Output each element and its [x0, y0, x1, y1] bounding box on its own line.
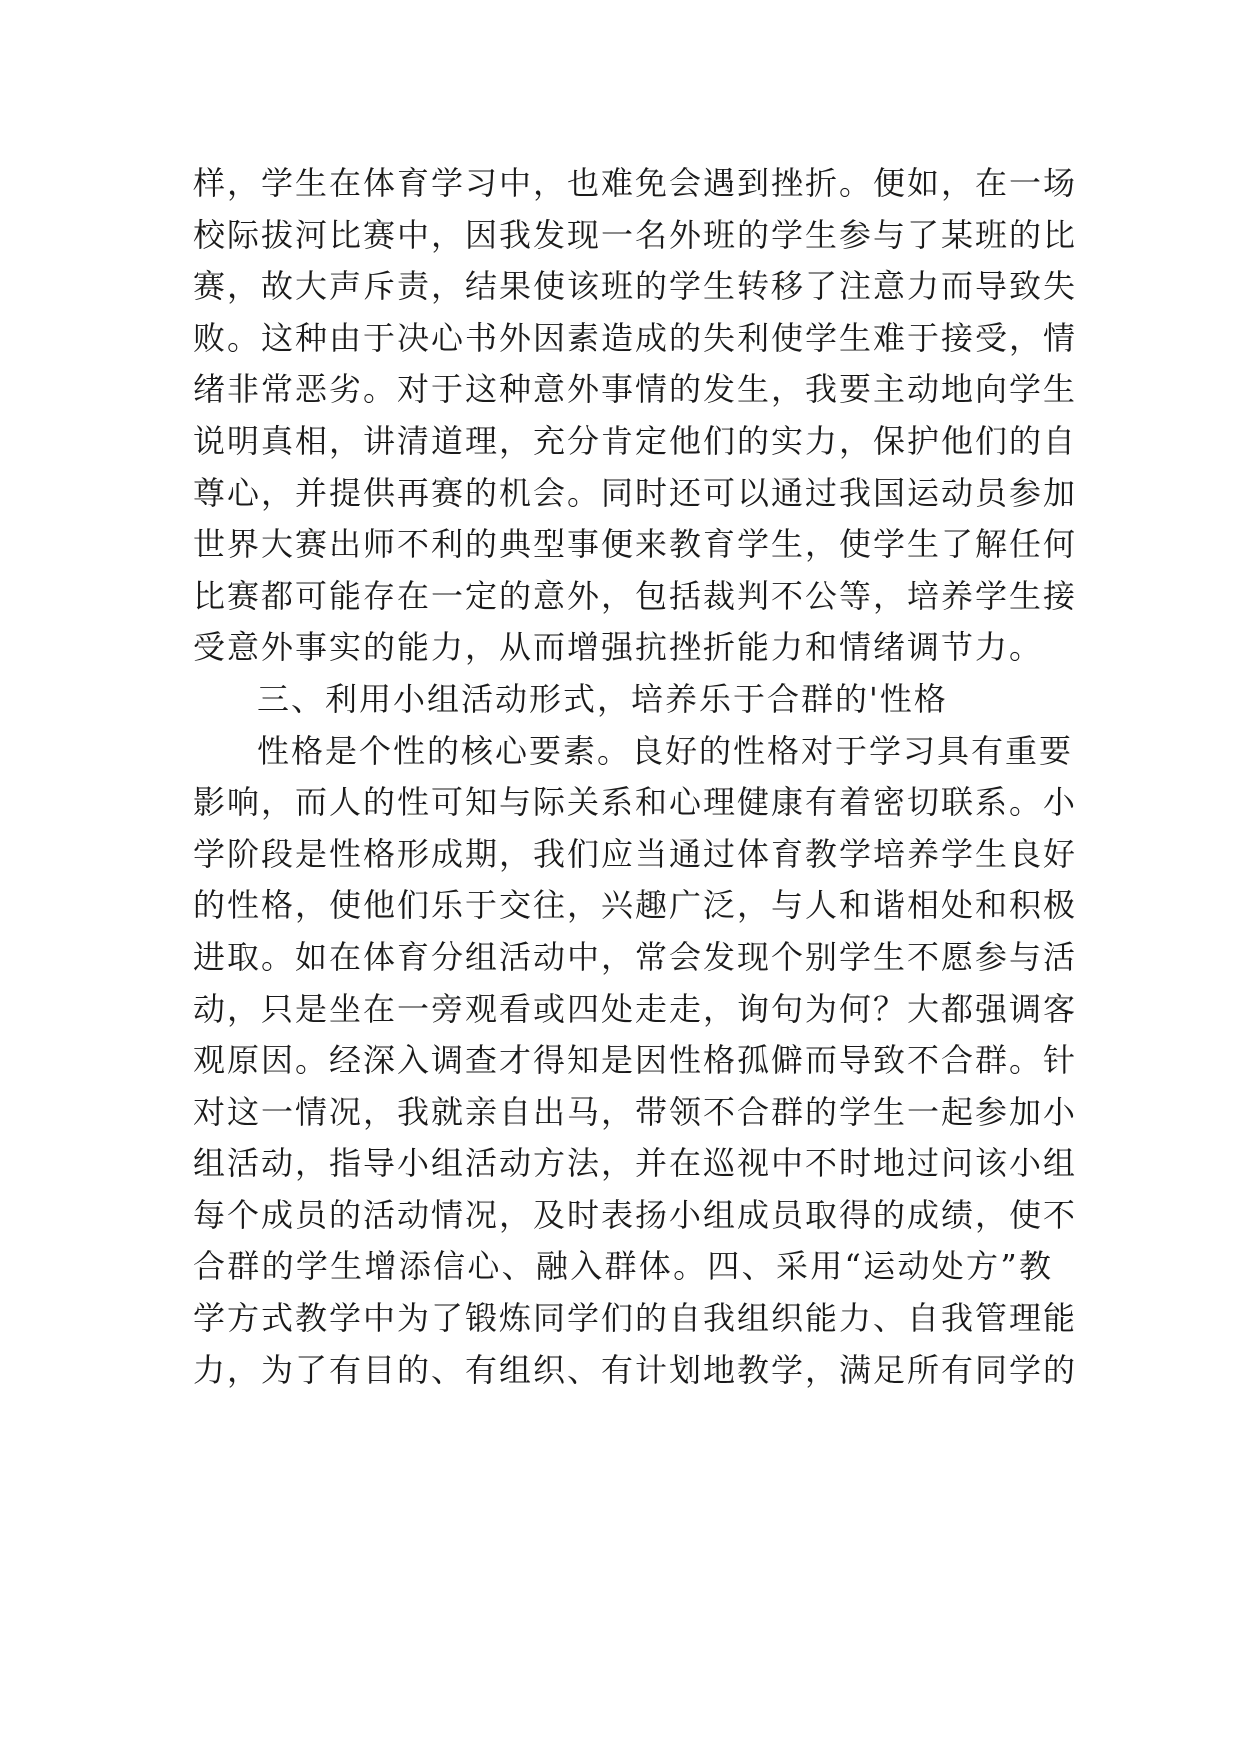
text-line: 绪非常恶劣。对于这种意外事情的发生，我要主动地向学生	[193, 370, 1078, 409]
text-line: 影响，而人的性可知与际关系和心理健康有着密切联系。小	[193, 783, 1078, 822]
text-line: 力，为了有目的、有组织、有计划地教学，满足所有同学的	[193, 1350, 1078, 1389]
text-line: 对这一情况，我就亲自出马，带领不合群的学生一起参加小	[193, 1092, 1078, 1131]
text-line: 赛，故大声斥责，结果使该班的学生转移了注意力而导致失	[193, 267, 1078, 306]
text-line: 的性格，使他们乐于交往，兴趣广泛，与人和谐相处和积极	[193, 886, 1078, 925]
text-line: 尊心，并提供再赛的机会。同时还可以通过我国运动员参加	[193, 473, 1078, 512]
text-line: 学阶段是性格形成期，我们应当通过体育教学培养学生良好	[193, 834, 1078, 873]
text-line: 校际拔河比赛中，因我发现一名外班的学生参与了某班的比	[193, 215, 1078, 254]
section-heading: 三、利用小组活动形式，培养乐于合群的'性格	[257, 679, 948, 718]
text-line: 世界大赛出师不利的典型事便来教育学生，使学生了解任何	[193, 525, 1078, 564]
text-line: 动，只是坐在一旁观看或四处走走，询句为何？大都强调客	[193, 989, 1078, 1028]
body-text	[193, 158, 1078, 1396]
text-line: 合群的学生增添信心、融入群体。四、采用“运动处方”教	[193, 1247, 1053, 1286]
text-line: 学方式教学中为了锻炼同学们的自我组织能力、自我管理能	[193, 1299, 1078, 1338]
text-line: 受意外事实的能力，从而增强抗挫折能力和情绪调节力。	[193, 628, 1044, 667]
text-line: 样，学生在体育学习中，也难免会遇到挫折。便如，在一场	[193, 164, 1078, 202]
text-line: 性格是个性的核心要素。良好的性格对于学习具有重要	[257, 731, 1074, 770]
text-line: 比赛都可能存在一定的意外，包括裁判不公等，培养学生接	[193, 576, 1078, 615]
text-line: 进取。如在体育分组活动中，常会发现个别学生不愿参与活	[193, 937, 1078, 976]
text-line: 每个成员的活动情况，及时表扬小组成员取得的成绩，使不	[193, 1195, 1078, 1234]
text-line: 观原因。经深入调查才得知是因性格孤僻而导致不合群。针	[193, 1041, 1078, 1080]
text-line: 说明真相，讲清道理，充分肯定他们的实力，保护他们的自	[193, 421, 1078, 460]
text-line: 组活动，指导小组活动方法，并在巡视中不时地过问该小组	[193, 1144, 1078, 1183]
text-line: 败。这种由于决心书外因素造成的失利使学生难于接受，情	[193, 318, 1078, 357]
